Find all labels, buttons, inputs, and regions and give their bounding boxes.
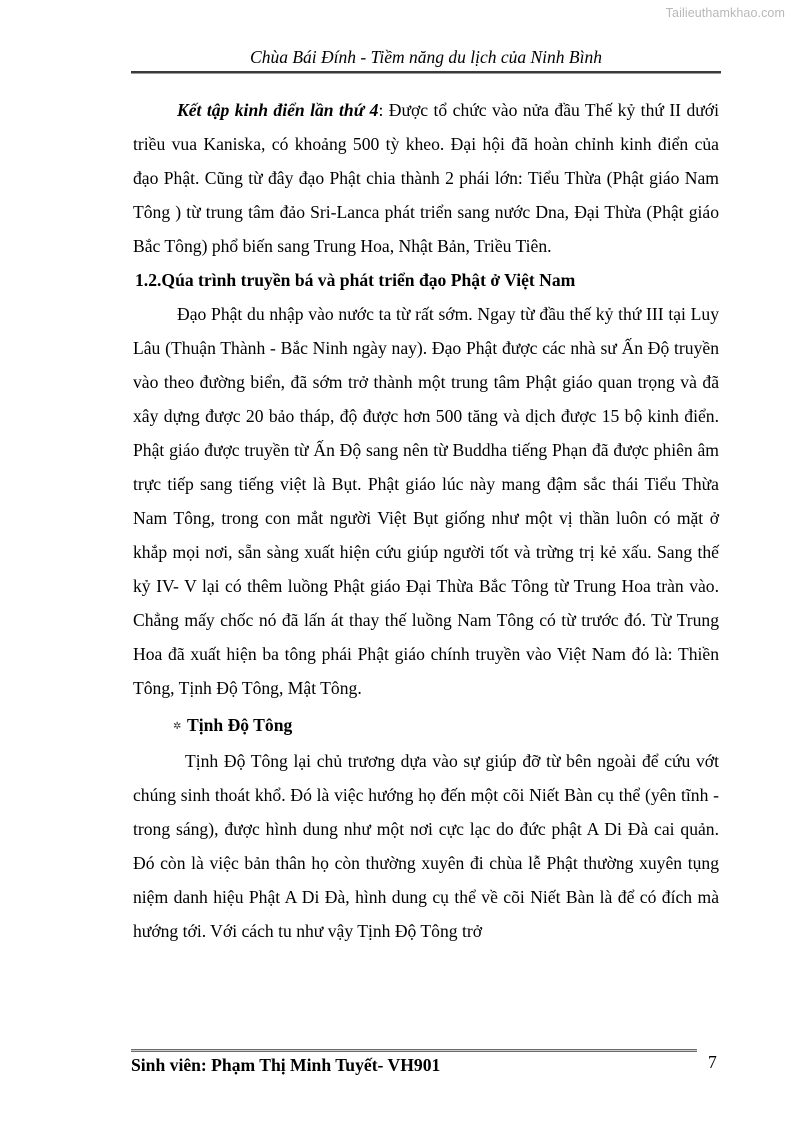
page-header-title: Chùa Bái Đính - Tiềm năng du lịch của Ninh Bình: [250, 47, 602, 67]
paragraph-lead-term: Kết tập kinh điển lần thứ 4: [177, 100, 379, 120]
page-content: [133, 93, 719, 948]
page-number: 7: [708, 1052, 717, 1072]
paragraph-text: : Được tổ chức vào nửa đầu Thế kỷ thứ II dưới triều vua Kaniska, có khoảng 500 tỳ kheo. Đại hội đã hoàn chỉnh kinh điển của đạo Phật. Cũng từ đây đạo Phật chia thành 2 phái lớn: Tiểu Thừa (Phật giáo Nam Tông ) từ trung tâm đảo Sri-Lanca phát triển sang nước Dna, Đại Thừa (Phật giáo Bắc Tông) phổ biến sang Trung Hoa, Nhật Bản, Triều Tiên.: [133, 100, 719, 256]
footer-divider: [131, 1049, 697, 1052]
subheading-text: Tịnh Độ Tông: [187, 715, 293, 735]
paragraph-tinh-do-tong: Tịnh Độ Tông lại chủ trương dựa vào sự giúp đỡ từ bên ngoài để cứu vớt chúng sinh thoát khổ. Đó là việc hướng họ đến một cõi Niết Bàn cụ thể (yên tĩnh - trong sáng), được hình dung như một nơi cực lạc do đức phật A Di Đà cai quản. Đó còn là việc bản thân họ còn thường xuyên đi chùa lễ Phật thường xuyên tụng niệm danh hiệu Phật A Di Đà, hình dung cụ thể về cõi Niết Bàn là để có đích mà hướng tới. Với cách tu như vậy Tịnh Độ Tông trở: [133, 751, 719, 941]
paragraph-council-4: [133, 93, 719, 263]
section-heading: 1.2.Qúa trình truyền bá và phát triển đạo Phật ở Việt Nam: [135, 270, 576, 290]
bullet-star-icon: ✲: [173, 721, 182, 732]
footer-author: Sinh viên: Phạm Thị Minh Tuyết- VH901: [131, 1055, 441, 1075]
subheading-tinh-do-tong: [133, 705, 719, 744]
watermark: Tailieuthamkhao.com: [665, 6, 785, 20]
paragraph-buddhism-vietnam: Đạo Phật du nhập vào nước ta từ rất sớm. Ngay từ đầu thế kỷ thứ III tại Luy Lâu (Thuận Thành - Bắc Ninh ngày nay). Đạo Phật được các nhà sư Ấn Độ truyền vào theo đường biển, đã sớm trở thành một trung tâm Phật giáo quan trọng và đã xây dựng được 20 bảo tháp, độ được hơn 500 tăng và dịch được 15 bộ kinh điển. Phật giáo được truyền từ Ấn Độ sang nên từ Buddha tiếng Phạn đã được phiên âm trực tiếp sang tiếng việt là Bụt. Phật giáo lúc này mang đậm sắc thái Tiểu Thừa Nam Tông, trong con mắt người Việt Bụt giống như một vị thần luôn có mặt ở khắp mọi nơi, sẵn sàng xuất hiện cứu giúp người tốt và trừng trị kẻ xấu. Sang thế kỷ IV- V lại có thêm luồng Phật giáo Đại Thừa Bắc Tông từ Trung Hoa tràn vào. Chẳng mấy chốc nó đã lấn át thay thế luồng Nam Tông có từ trước đó. Từ Trung Hoa đã xuất hiện ba tông phái Phật giáo chính truyền vào Việt Nam đó là: Thiền Tông, Tịnh Độ Tông, Mật Tông.: [133, 304, 719, 698]
header-divider: [131, 71, 721, 73]
